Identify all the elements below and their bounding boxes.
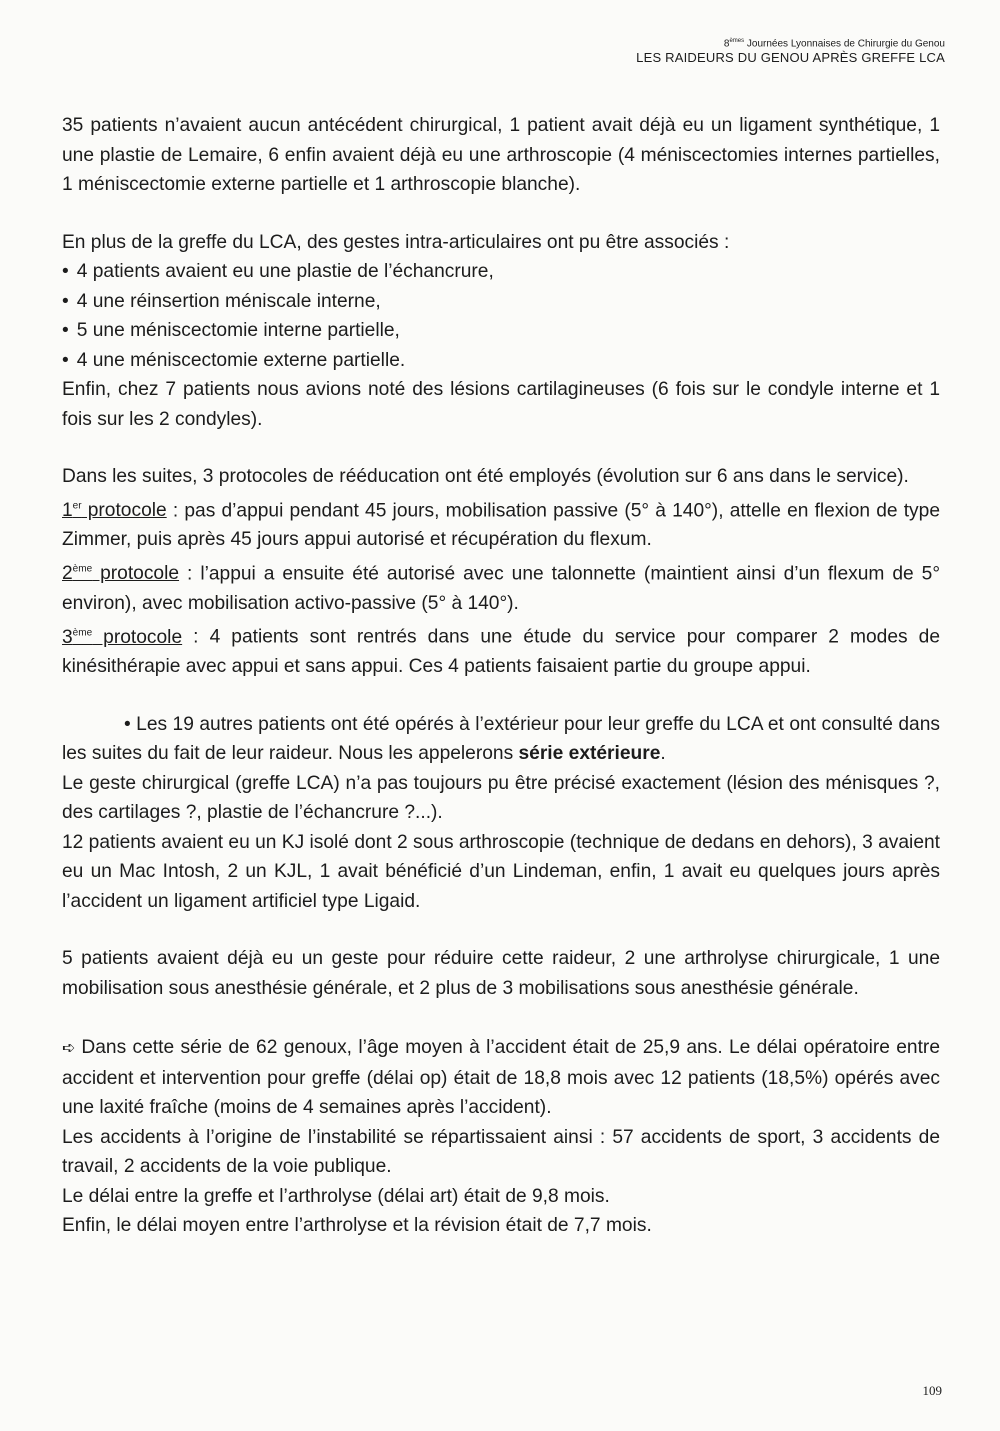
paragraph-series-summary: ➪ Dans cette série de 62 genoux, l’âge moyen à l’accident était de 25,9 ans. Le délai opératoire entre accident et intervention pour greffe (délai op) était de 18,8 mois avec 12 patients (18,5%) opérés avec une laxité fraîche (moins de 4 semaines après l’accident). bbox=[62, 1033, 940, 1123]
paragraph-graft-delay: Le délai entre la greffe et l’arthrolyse (délai art) était de 9,8 mois. bbox=[62, 1185, 610, 1207]
paragraph-rehab-intro: Dans les suites, 3 protocoles de rééducation ont été employés (évolution sur 6 ans dans le service). bbox=[62, 466, 909, 487]
paragraph-accident-causes: Les accidents à l’origine de l’instabilité se répartissaient ainsi : 57 accidents de sport, 3 accidents de travail, 2 accidents de la voie publique. bbox=[62, 1126, 940, 1178]
protocol-1: 1er protocole : pas d’appui pendant 45 jours, mobilisation passive (5° à 140°), attelle en flexion de type Zimmer, puis après 45 jours appui autorisé et récupération du flexum. bbox=[62, 499, 940, 551]
list-item: • 4 patients avaient eu une plastie de l’échancrure, bbox=[62, 257, 940, 287]
protocol-label: 3ème protocole bbox=[62, 626, 183, 648]
paragraph-cartilage-lesions: Enfin, chez 7 patients nous avions noté des lésions cartilagineuses (6 fois sur le condyle interne et 1 fois sur les 2 condyles). bbox=[62, 379, 940, 430]
external-series-term: série extérieure bbox=[518, 743, 661, 765]
conference-name: 8èmes Journées Lyonnaises de Chirurgie du Genou bbox=[723, 38, 945, 50]
list-item: • 5 une méniscectomie interne partielle, bbox=[62, 316, 940, 346]
document-page bbox=[62, 0, 945, 1431]
chapter-title: LES RAIDEURS DU GENOU APRÈS GREFFE LCA bbox=[636, 50, 945, 66]
associated-gestures-list bbox=[62, 257, 940, 375]
paragraph-kj-details: 12 patients avaient eu un KJ isolé dont 2 sous arthroscopie (technique de dedans en dehors), 3 avaient eu un Mac Intosh, 2 un KJL, 1 avait bénéficié d’un Lindeman, enfin, 1 avait eu quelques jours après l’accident un ligament artificiel type Ligaid. bbox=[62, 831, 940, 912]
paragraph-associated-gestures-intro: En plus de la greffe du LCA, des gestes intra-articulaires ont pu être associés : bbox=[62, 231, 730, 253]
list-item: • 4 une réinsertion méniscale interne, bbox=[62, 287, 940, 317]
list-item: • 4 une méniscectomie externe partielle. bbox=[62, 346, 940, 376]
body-text bbox=[62, 111, 940, 1241]
protocol-label: 2ème protocole bbox=[62, 563, 180, 585]
paragraph-external-series: • Les 19 autres patients ont été opérés à l’extérieur pour leur greffe du LCA et ont consulté dans les suites du fait de leur raideur. Nous les appelerons série extérieure. bbox=[62, 713, 940, 765]
paragraph-surgical-gesture: Le geste chirurgical (greffe LCA) n’a pas toujours pu être précisé exactement (lésion des ménisques ?, des cartilages ?, plastie de l’échancrure ?...). bbox=[62, 772, 940, 824]
outline-right-arrow-icon: ➪ bbox=[62, 1040, 76, 1058]
paragraph-patient-history: 35 patients n’avaient aucun antécédent chirurgical, 1 patient avait déjà eu un ligament synthétique, 1 une plastie de Lemaire, 6 enfin avaient déjà eu une arthroscopie (4 méniscectomies internes partielles, 1 méniscectomie externe partielle et 1 arthroscopie blanche). bbox=[62, 115, 940, 195]
protocol-3: 3ème protocole : 4 patients sont rentrés dans une étude du service pour comparer 2 modes de kinésithérapie avec appui et sans appui. Ces 4 patients faisaient partie du groupe appui. bbox=[62, 626, 940, 678]
running-header bbox=[636, 38, 945, 66]
paragraph-revision-delay: Enfin, le délai moyen entre l’arthrolyse et la révision était de 7,7 mois. bbox=[62, 1215, 652, 1237]
page-number: 109 bbox=[922, 1383, 942, 1398]
protocol-2: 2ème protocole : l’appui a ensuite été autorisé avec une talonnette (maintient ainsi d’un flexum de 5° environ), avec mobilisation activo-passive (5° à 140°). bbox=[62, 563, 940, 614]
protocol-label: 1er protocole bbox=[62, 499, 167, 521]
paragraph-prior-release: 5 patients avaient déjà eu un geste pour réduire cette raideur, 2 une arthrolyse chirurgicale, 1 une mobilisation sous anesthésie générale, et 2 plus de 3 mobilisations sous anesthésie générale. bbox=[62, 948, 940, 999]
